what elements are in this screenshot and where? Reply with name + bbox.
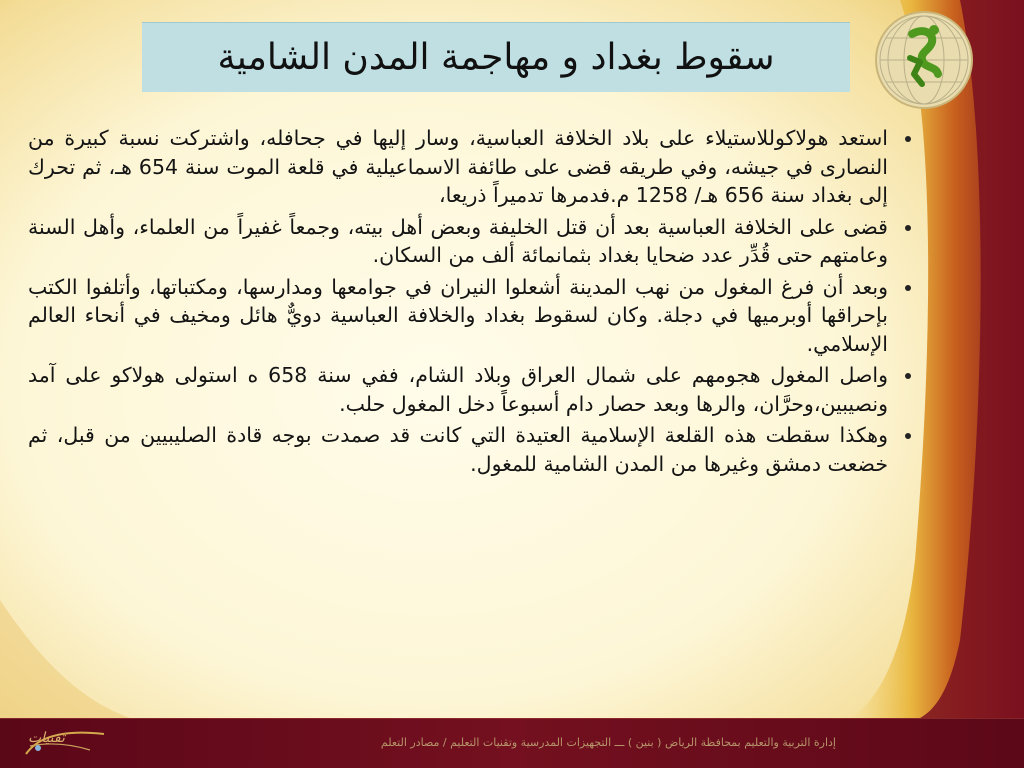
bullet-dot-icon: [905, 136, 911, 142]
bullet-text: وهكذا سقطت هذه القلعة الإسلامية العتيدة التي كانت قد صمدت بوجه قادة الصليبيين من قبل، ثم خضعت دمشق وغيرها من المدن الشامية للمغول.: [28, 423, 888, 476]
bullet-item: [28, 361, 912, 418]
bullet-item: [28, 213, 912, 270]
title-box: [142, 22, 850, 92]
bullet-dot-icon: [905, 285, 911, 291]
footer-logo-text: تقنيات: [28, 730, 65, 746]
slide-title: سقوط بغداد و مهاجمة المدن الشامية: [217, 36, 775, 78]
bullet-text: استعد هولاكوللاستيلاء على بلاد الخلافة العباسية، وسار إليها في جحافله، واشتركت نسبة كبيرة من النصارى في جيشه، وفي طريقه قضى على طائفة الاسماعيلية في قلعة الموت سنة 654 هـ، ثم تحرك إلى بغداد سنة 656 هـ/ 1258 م.فدمرها تدميراً ذريعا،: [28, 126, 888, 207]
globe-logo-icon: [872, 8, 976, 112]
bullet-dot-icon: [905, 433, 911, 439]
bullet-item: [28, 124, 912, 210]
bullet-text: قضى على الخلافة العباسية بعد أن قتل الخليفة وبعض أهل بيته، وجمعاً غفيراً من العلماء، وأهل السنة وعامتهم حتى قُدِّر عدد ضحايا بغداد بثمانمائة ألف من السكان.: [28, 214, 888, 267]
bullet-item: [28, 273, 912, 359]
bullet-item: [28, 421, 912, 478]
bullet-list: [28, 124, 912, 481]
bullet-dot-icon: [905, 225, 911, 231]
bullet-text: واصل المغول هجومهم على شمال العراق وبلاد الشام، ففي سنة 658 ه استولى هولاكو على آمد ونصيبين،وحرَّان، والرها وبعد حصار دام أسبوعاً دخل المغول حلب.: [28, 363, 888, 416]
footer-caption: إدارة التربية والتعليم بمحافظة الرياض ( بنين ) ـــ التجهيزات المدرسية وتقنيات التعليم / مصادر التعلم: [380, 736, 836, 749]
bullet-dot-icon: [905, 373, 911, 379]
bullet-text: وبعد أن فرغ المغول من نهب المدينة أشعلوا النيران في جوامعها ومدارسها، ومكتباتها، وأتلفوا الكتب بإحراقها أوبرميها في دجلة. وكان لسقوط بغداد والخلافة العباسية دويٌّ هائل ومخيف في أنحاء العالم الإسلامي.: [28, 274, 888, 356]
